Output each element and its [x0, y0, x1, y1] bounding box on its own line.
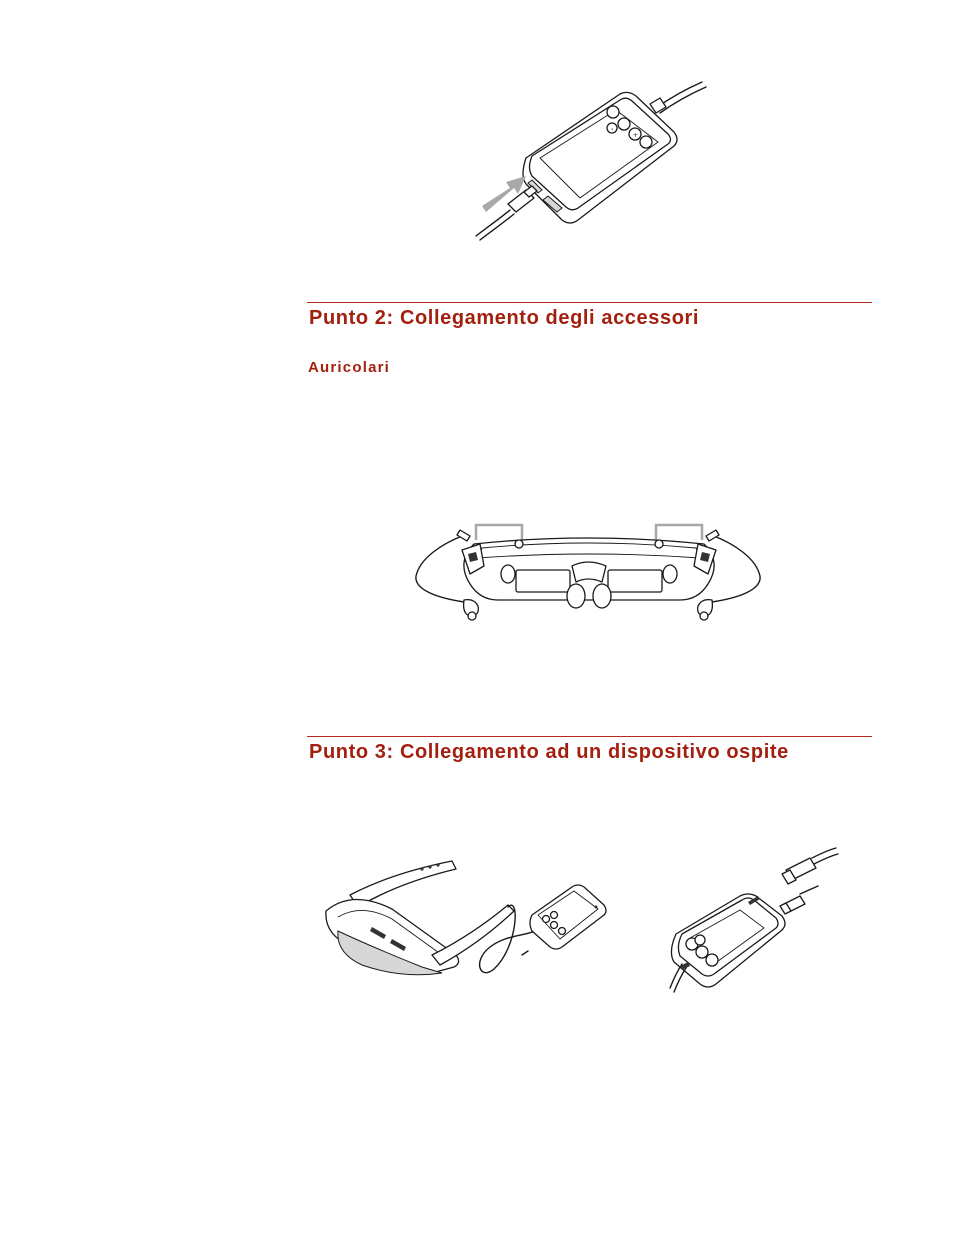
control-box-host-cables-icon — [668, 848, 838, 994]
headset-with-control-box-icon — [322, 855, 608, 987]
control-box-usb-connection-icon — [470, 80, 710, 240]
headset-earphones-icon — [412, 522, 764, 622]
section-rule — [307, 736, 872, 737]
svg-text:‹: ‹ — [611, 126, 614, 133]
subsection-heading-earphones: Auricolari — [308, 359, 391, 376]
section-rule — [307, 302, 872, 303]
section-heading-step-2: Punto 2: Collegamento degli accessori — [309, 307, 700, 329]
section-heading-step-3: Punto 3: Collegamento ad un dispositivo ospite — [309, 741, 789, 763]
svg-text:+: + — [633, 132, 639, 139]
